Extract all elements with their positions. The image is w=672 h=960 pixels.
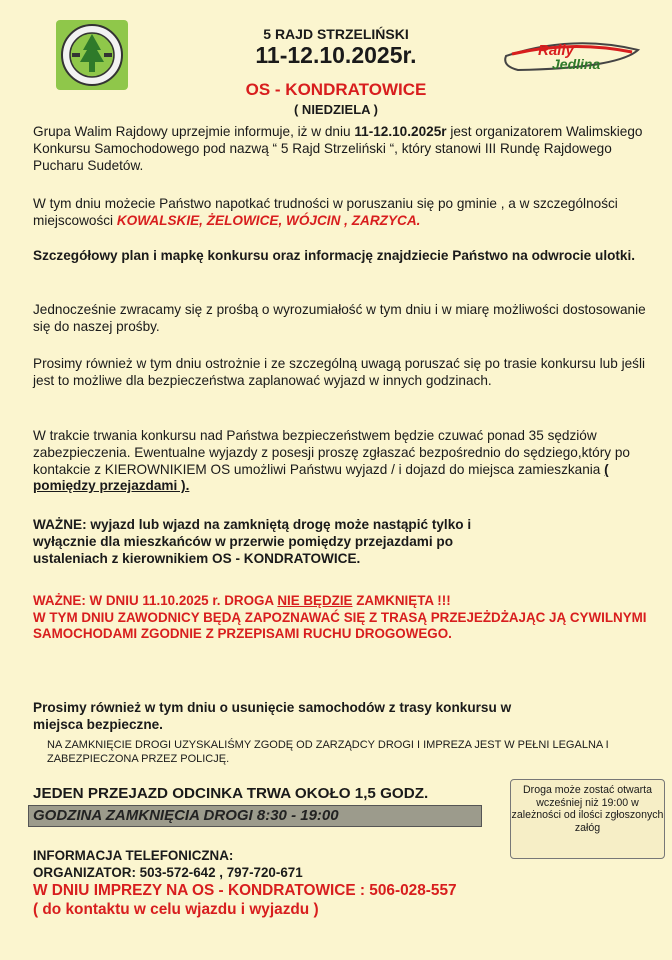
organizer-phone: ORGANIZATOR: 503-572-642 , 797-720-671 [33, 864, 303, 880]
not-closed-emphasis: NIE BĘDZIE [277, 593, 353, 608]
road-not-closed-warning: WAŻNE: W DNIU 11.10.2025 r. DROGA NIE BĘDZIE ZAMKNIĘTA !!! W TYM DNIU ZAWODNICY BĘDĄ ZAPOZNAWAĆ SIĘ Z TRASĄ PRZEJEŻDŻAJĄC JĄ CYWILNYMI SAMOCHODAMI ZGODNIE Z PRZEPISAMI RUCHU DROGOWEGO. [33, 593, 647, 641]
intro-paragraph: Grupa Walim Rajdowy uprzejmie informuje, iż w dniu 11-12.10.2025r jest organizatorem Walimskiego Konkursu Samochodowego pod nazwą “ 5 Rajd Strzeliński “, który stanowi III Rundę Rajdowego Pucharu Sudetów. [33, 124, 643, 173]
important-paragraph: WAŻNE: wyjazd lub wjazd na zamkniętą drogę może nastąpić tylko i wyłącznie dla mieszkańców w przerwie pomiędzy przejazdami po ustaleniach z kierownikiem OS - KONDRATOWICE. [33, 517, 472, 566]
caution-paragraph: Prosimy również w tym dniu ostrożnie i ze szczególną uwagą poruszać się po trasie konkursu lub jeśli jest to możliwe dla bezpieczeństwa zaplanować wyjazd w innych godzinach. [33, 356, 645, 388]
stage-day: ( NIEDZIELA ) [293, 102, 378, 117]
contact-heading: INFORMACJA TELEFONICZNA: [33, 848, 234, 863]
contact-block [33, 848, 303, 881]
rally-name: 5 RAJD STRZELIŃSKI [263, 26, 409, 42]
closure-hours-bar: GODZINA ZAMKNIĘCIA DROGI 8:30 - 19:00 [28, 805, 482, 827]
logo-text-jedlina: Jedlina [552, 56, 601, 72]
event-day-phone: W DNIU IMPREZY NA OS - KONDRATOWICE : 506-028-557 [33, 882, 457, 899]
between-runs-note: ( pomiędzy przejazdami ). [33, 461, 609, 494]
practice-note: W TYM DNIU ZAWODNICY BĘDĄ ZAPOZNAWAĆ SIĘ Z TRASĄ PRZEJEŻDŻAJĄC JĄ CYWILNYMI SAMOCHODAMI ZGODNIE Z PRZEPISAMI RUCHU DROGOWEGO. [33, 609, 647, 641]
early-opening-note: Droga może zostać otwarta wcześniej niż 19:00 w zależności od ilości zgłoszonych załóg [510, 779, 665, 859]
plan-paragraph: Szczegółowy plan i mapkę konkursu oraz informację znajdziecie Państwo na odwrocie ulotki. [33, 248, 636, 263]
permission-note: NA ZAMKNIĘCIE DROGI UZYSKALIŚMY ZGODĘ OD ZARZĄDCY DROGI I IMPREZA JEST W PEŁNI LEGALNA I ZABEZPIECZONA PRZEZ POLICJĘ. [47, 739, 609, 765]
run-duration: JEDEN PRZEJAZD ODCINKA TRWA OKOŁO 1,5 GODZ. [33, 785, 429, 802]
judges-paragraph: W trakcie trwania konkursu nad Państwa bezpieczeństwem będzie czuwać ponad 35 sędziów zabezpieczenia. Ewentualne wyjazdy z posesji proszę zgłaszać bezpośrednio do sędziego,który po kontakcie z KIEROWNIKIEM OS umożliwi Państwu wyjazd / i dojazd do miejsca zamieszkania ( pomiędzy przejazdami ). [33, 428, 630, 494]
stage-name: OS - KONDRATOWICE [245, 80, 427, 99]
affected-places: KOWALSKIE, ŻELOWICE, WÓJCIN , ZARZYCA. [116, 212, 421, 228]
rally-jedlina-logo [498, 36, 646, 76]
event-day-contact [33, 881, 457, 919]
remove-cars-paragraph: Prosimy również w tym dniu o usunięcie samochodów z trasy konkursu w miejsca bezpieczne. [33, 700, 512, 732]
contact-purpose: ( do kontaktu w celu wjazdu i wyjazdu ) [33, 901, 319, 918]
difficulties-paragraph: W tym dniu możecie Państwo napotkać trudności w poruszaniu się po gminie , a w szczególności miejscowości KOWALSKIE, ŻELOWICE, WÓJCIN , ZARZYCA. [33, 196, 618, 228]
logo-text-rally: Rally [538, 42, 574, 59]
understanding-paragraph: Jednocześnie zwracamy się z prośbą o wyrozumiałość w tym dniu i w miarę możliwości dostosowanie się do naszej prośby. [33, 302, 646, 334]
intro-date: 11-12.10.2025r [354, 124, 447, 139]
rally-dates: 11-12.10.2025r. [255, 42, 417, 68]
